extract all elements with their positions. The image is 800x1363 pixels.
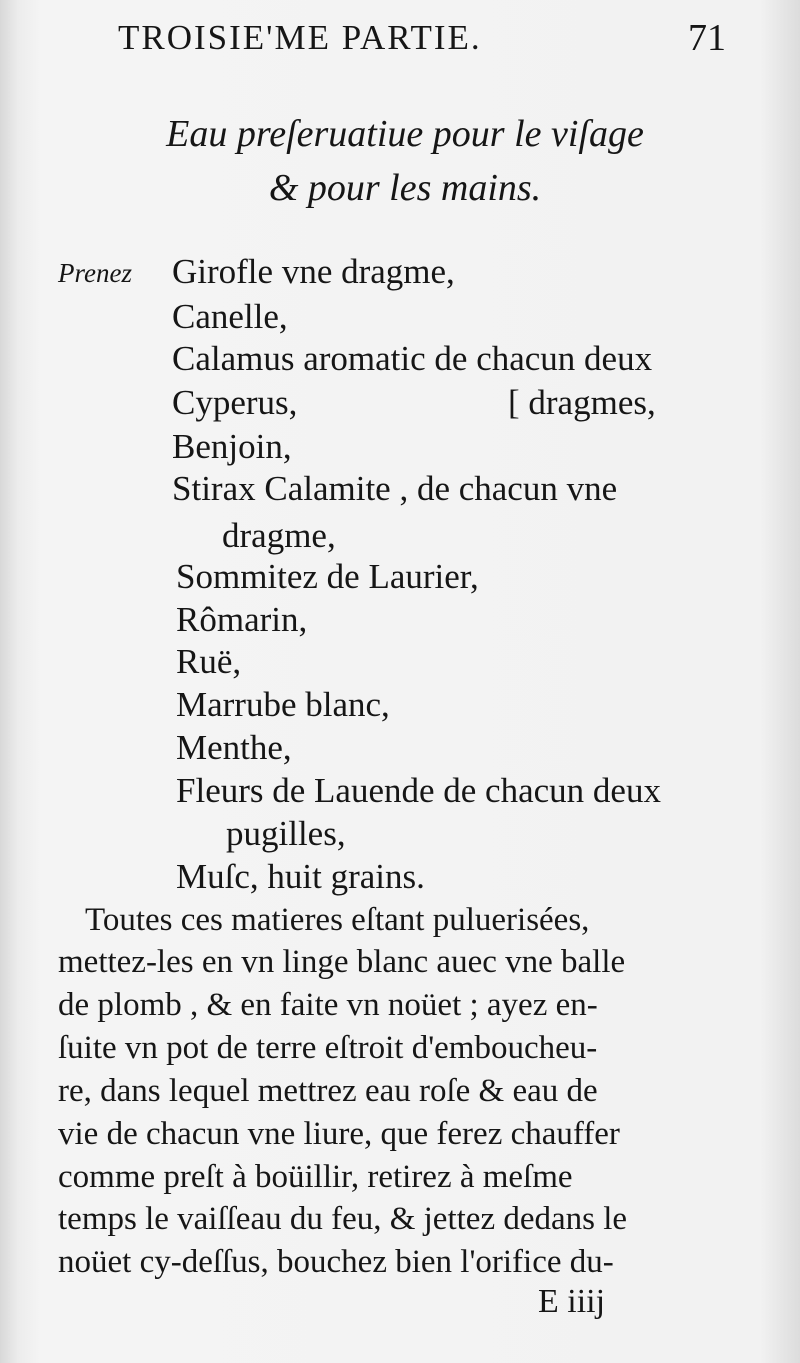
signature-mark: E iiij xyxy=(538,1283,606,1320)
ingredient-line: Ruë, xyxy=(176,642,242,681)
body-line: Toutes ces matieres eſtant puluerisées, xyxy=(85,902,590,938)
body-line: mettez-les en vn linge blanc auec vne balle xyxy=(58,944,626,980)
ingredient-line: Fleurs de Lauende de chacun deux xyxy=(176,771,661,810)
ingredient-line: Muſc, huit grains. xyxy=(176,857,425,896)
ingredient-line: pugilles, xyxy=(226,814,346,853)
ingredient-line: Girofle vne dragme, xyxy=(172,252,455,291)
ingredient-line: Marrube blanc, xyxy=(176,685,390,724)
body-line: re, dans lequel mettrez eau roſe & eau de xyxy=(58,1073,598,1109)
ingredient-line: Rômarin, xyxy=(176,600,308,639)
page-number: 71 xyxy=(688,17,726,59)
prenez-marginal-label: Prenez xyxy=(58,258,132,288)
ingredient-line: Stirax Calamite , de chacun vne xyxy=(172,469,618,508)
body-line: vie de chacun vne liure, que ferez chauffer xyxy=(58,1116,620,1152)
ingredient-line: Benjoin, xyxy=(172,427,292,466)
body-line: comme preſt à boüillir, retirez à meſme xyxy=(58,1159,573,1195)
ingredient-line: Menthe, xyxy=(176,728,292,767)
recipe-title-line-1: Eau preſeruatiue pour le viſage xyxy=(166,113,644,155)
ingredient-line: [ dragmes, xyxy=(508,383,656,422)
body-line: noüet cy-deſſus, bouchez bien l'orifice du- xyxy=(58,1244,614,1280)
ingredient-line: Sommitez de Laurier, xyxy=(176,557,479,596)
ingredient-line: Canelle, xyxy=(172,297,288,336)
body-line: ſuite vn pot de terre eſtroit d'emboucheu- xyxy=(58,1030,598,1066)
ingredient-line: Cyperus, xyxy=(172,383,298,422)
running-title: TROISIE'ME PARTIE. xyxy=(118,18,482,57)
recipe-title-line-2: & pour les mains. xyxy=(268,167,542,209)
ingredient-line: dragme, xyxy=(222,516,336,555)
body-line: de plomb , & en faite vn noüet ; ayez en- xyxy=(58,987,598,1023)
ingredient-line: Calamus aromatic de chacun deux xyxy=(172,339,653,378)
body-line: temps le vaiſſeau du feu, & jettez dedans le xyxy=(58,1201,628,1237)
